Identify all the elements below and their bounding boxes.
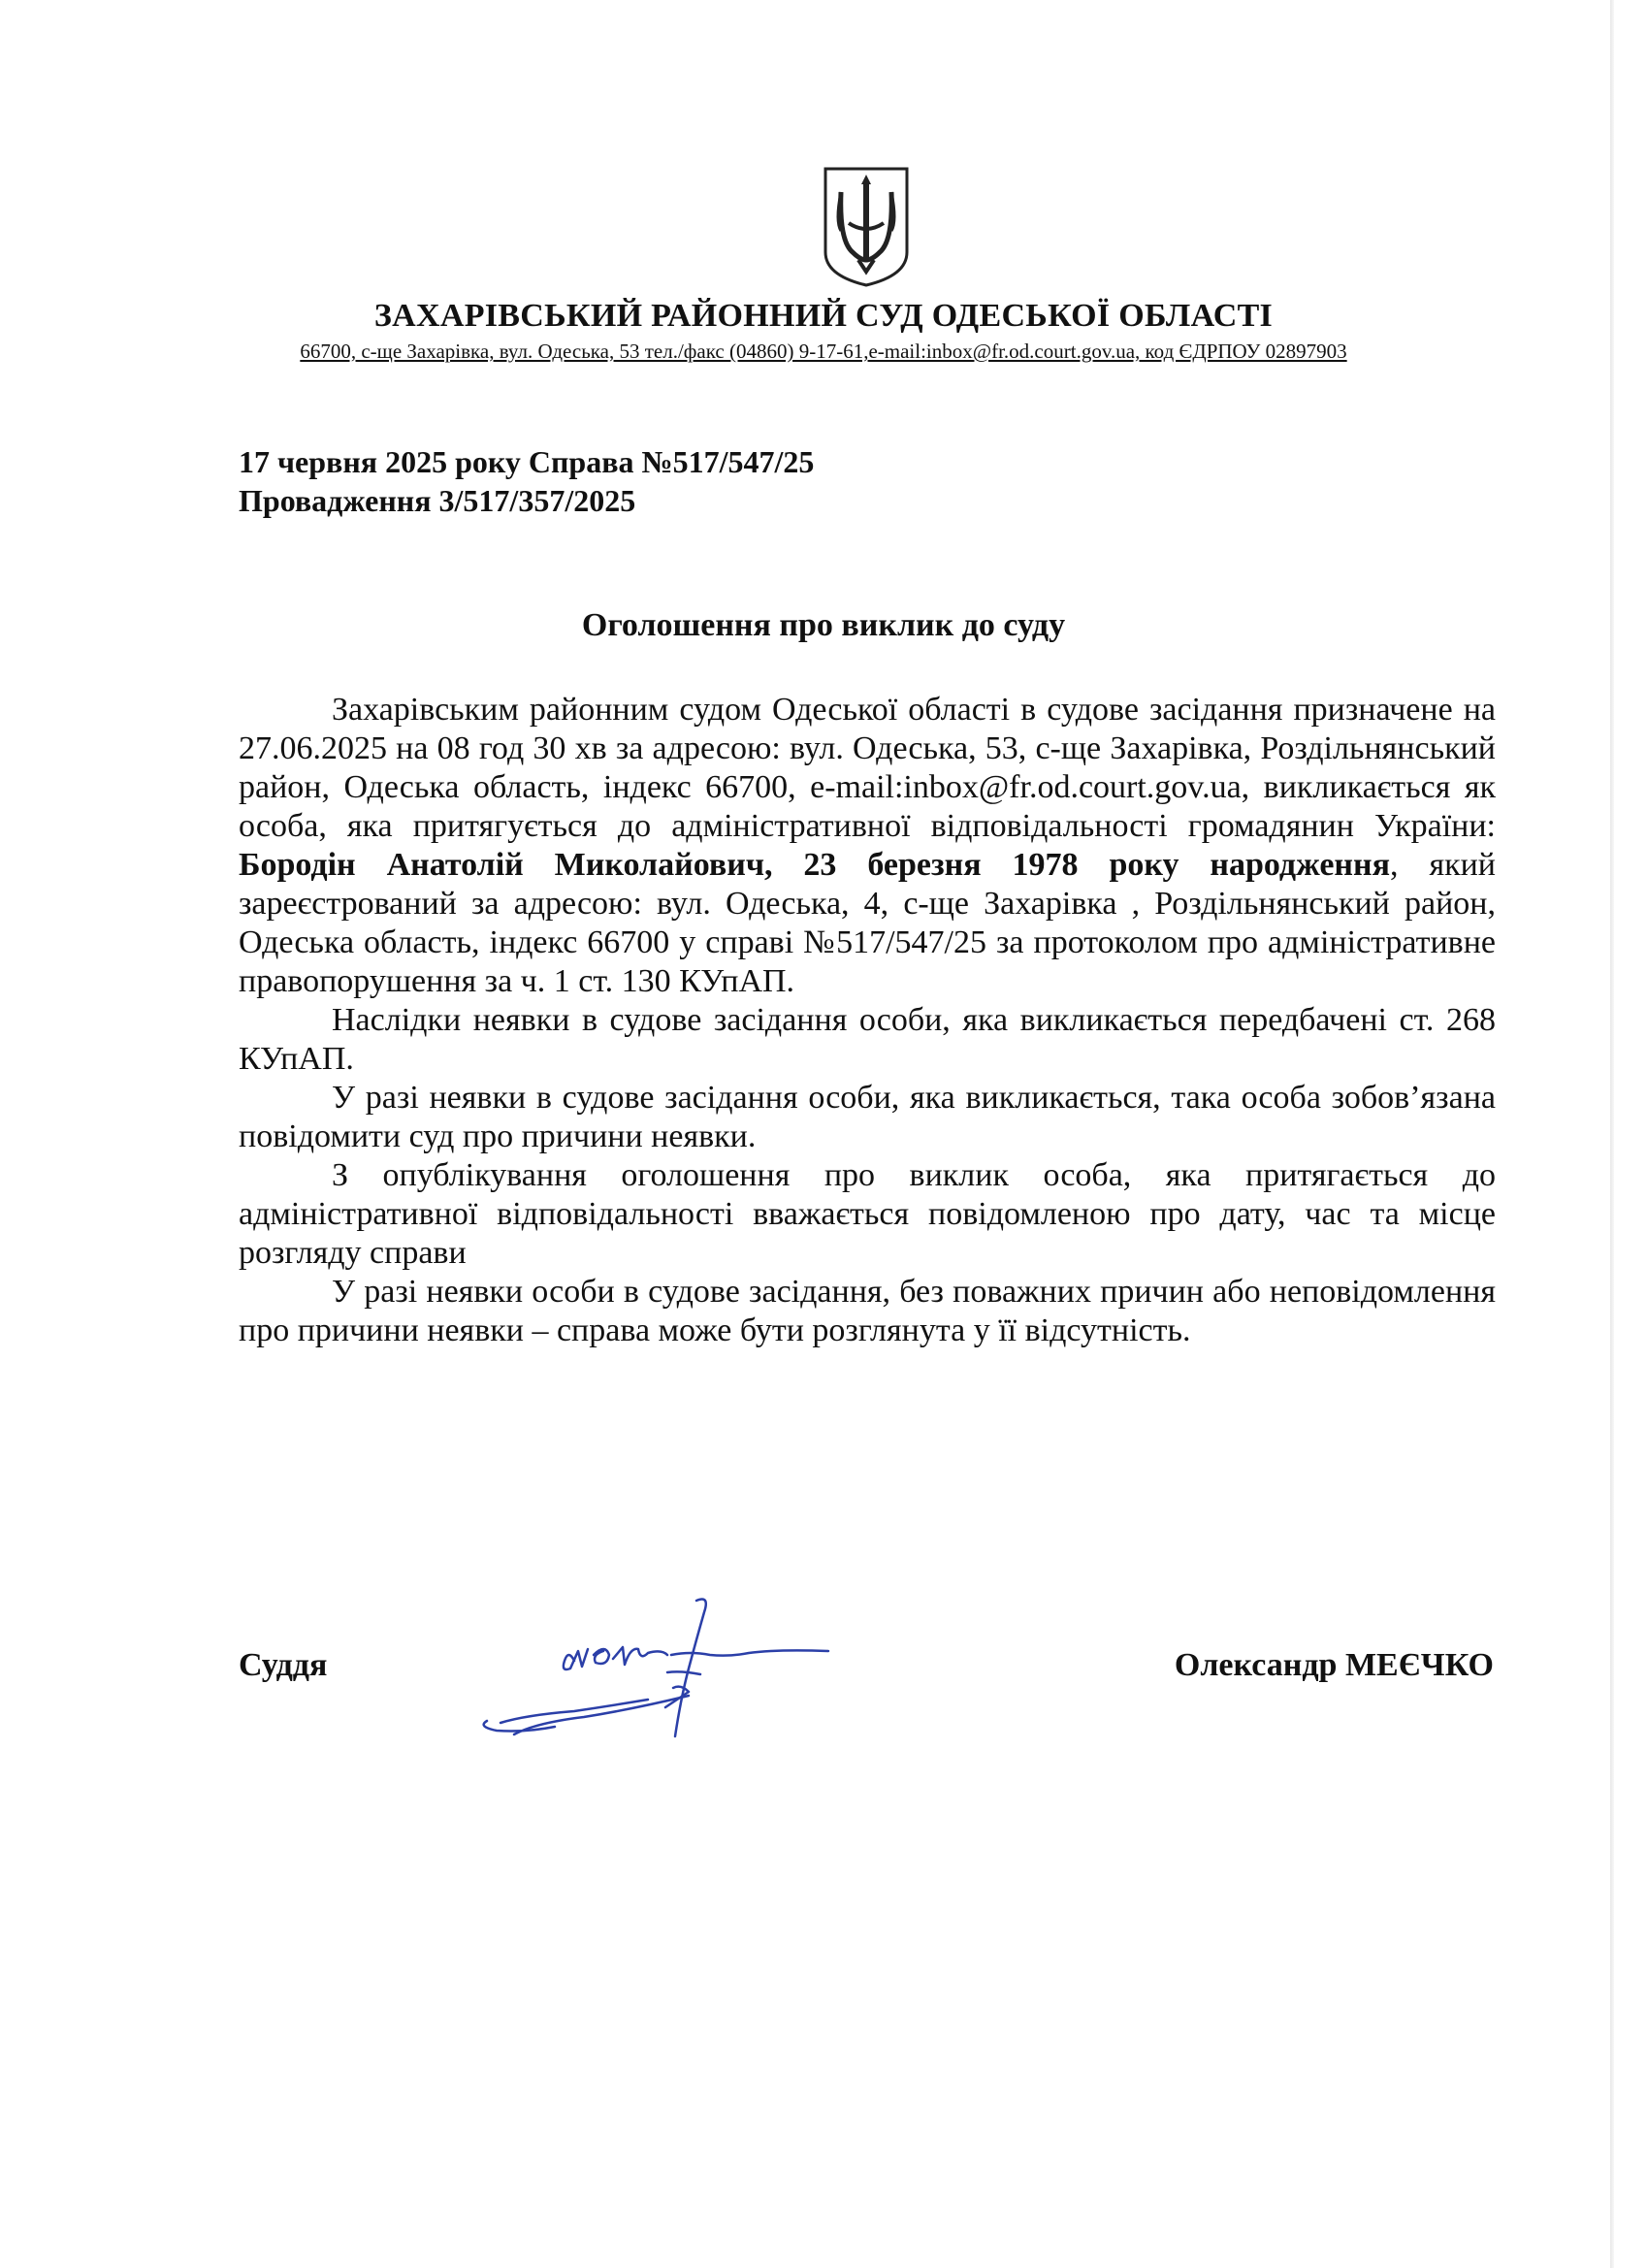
summons-text-end: , який зареєстрований за адресою: вул. Одеська, 4, с-ще Захарівка , Роздільнянський район, Одеська область, індекс 66700 у справі №517/547/25 за протоколом про адміністративне правопорушення за ч. 1 ст. 130 КУпАП. bbox=[239, 847, 1496, 999]
summons-text-start: Захарівським районним судом Одеської області в судове засідання призначене на 27.06.2025 на 08 год 30 хв за адресою: вул. Одеська, 53, с-ще Захарівка, Роздільнянський район, Одеська область, індекс 66700, e-mail:inbox@fr.od.court.gov.ua, викликається як особа, яка притягується до адміністративної відповідальності громадянин України: bbox=[239, 692, 1496, 844]
paragraph-publication: З опублікування оголошення про виклик особа, яка притягається до адміністративної відповідальності вважається повідомленою про дату, час та місце розгляду справи bbox=[239, 1157, 1496, 1271]
case-date-number: 17 червня 2025 року Справа №517/547/25 bbox=[239, 444, 815, 479]
paragraph-consequences: Наслідки неявки в судове засідання особи, яка викликається передбачені ст. 268 КУпАП. bbox=[239, 1002, 1496, 1077]
court-address-text: 66700, с-ще Захарівка, вул. Одеська, 53 тел./факс (04860) 9-17-61,e-mail:inbox@fr.od.court.gov.ua, код ЄДРПОУ 02897903 bbox=[300, 340, 1347, 363]
judge-name: Олександр МЕЄЧКО bbox=[1174, 1647, 1494, 1683]
paragraph-summons bbox=[239, 691, 1496, 1001]
signature-label: Суддя bbox=[239, 1647, 328, 1683]
document-body bbox=[239, 691, 1496, 1350]
case-reference bbox=[239, 442, 814, 520]
document-title: Оголошення про виклик до суду bbox=[581, 607, 1066, 643]
trident-coat-of-arms-icon bbox=[820, 163, 913, 289]
proceeding-number: Провадження 3/517/357/2025 bbox=[239, 483, 636, 518]
handwritten-signature-icon bbox=[468, 1591, 836, 1746]
court-name: ЗАХАРІВСЬКИЙ РАЙОННИЙ СУД ОДЕСЬКОЇ ОБЛАСТІ bbox=[373, 298, 1274, 334]
paragraph-notify-duty: У разі неявки в судове засідання особи, яка викликається, така особа зобов’язана повідомити суд про причини неявки. bbox=[239, 1080, 1496, 1154]
defendant-name: Бородін Анатолій Миколайович, 23 березня 1978 року народження bbox=[239, 847, 1391, 883]
paragraph-absence: У разі неявки особи в судове засідання, без поважних причин або неповідомлення про причини неявки – справа може бути розглянута у її відсутність. bbox=[239, 1274, 1496, 1348]
court-address bbox=[0, 339, 1647, 364]
